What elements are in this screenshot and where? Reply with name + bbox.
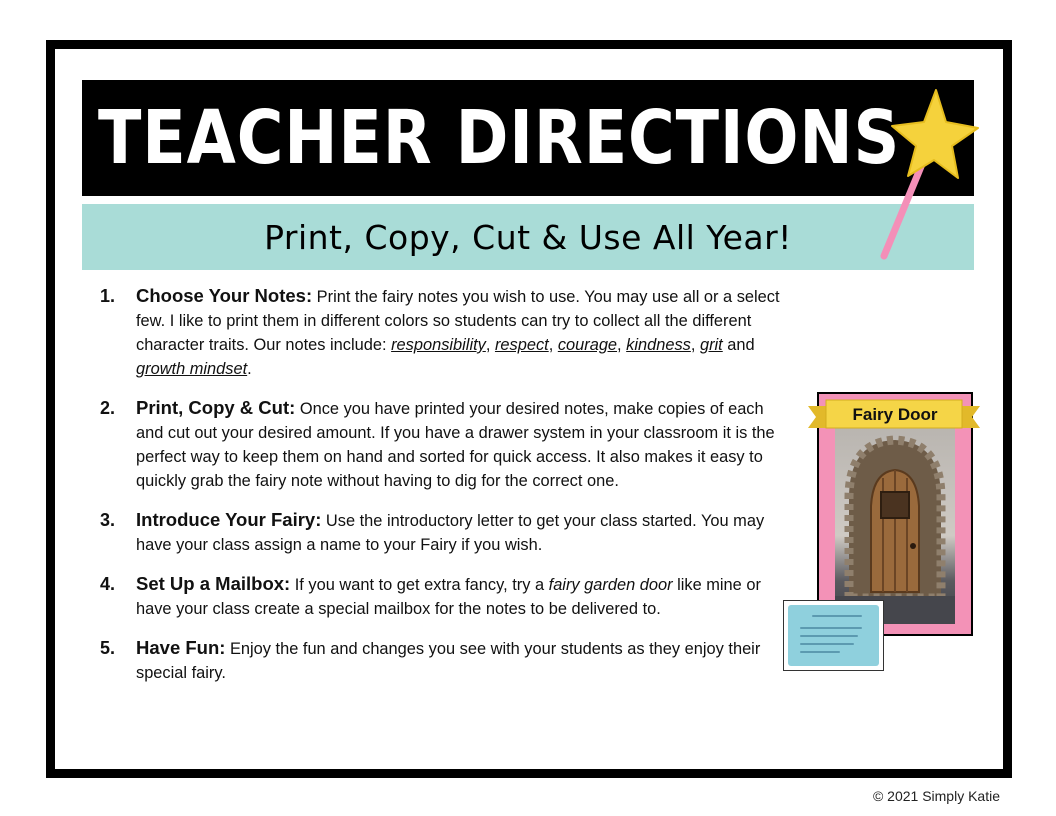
step-text-after: like mine or have your class create a special mailbox for the notes to be delivered to. <box>136 576 761 618</box>
door-photo-illustration <box>835 428 955 624</box>
step-text: Use the introductory letter to get your class started. You may have your class assign a name to your Fairy if you wish. <box>136 512 765 554</box>
step-text-end: . <box>247 360 252 378</box>
trait-courage: courage <box>557 336 618 354</box>
step-text: Print the fairy notes you wish to use. You may use all or a select few. I like to print them in different colors so students can try to collect all the different character traits. Our notes include: <box>136 288 780 354</box>
step-text: Once you have printed your desired notes, make copies of each and cut out your desired amount. If you have a drawer system in your classroom it is the perfect way to keep them on hand and sorted for quick access. It also makes it easy to quickly grab the fairy note without having to dig for the correct one. <box>136 400 775 490</box>
trait-respect: respect <box>494 336 549 354</box>
subtitle-banner <box>82 204 974 270</box>
step-text: If you want to get extra fancy, try a <box>290 576 549 594</box>
step-emphasis: fairy garden door <box>548 576 673 594</box>
trait-responsibility: responsibility <box>391 336 486 354</box>
trait-growth-mindset: growth mindset <box>136 360 248 378</box>
list-item <box>100 396 790 493</box>
list-item <box>100 572 790 621</box>
photo-label: Fairy Door <box>852 405 938 424</box>
step-heading: Have Fun: <box>136 637 226 658</box>
step-number: 3. <box>100 510 116 530</box>
step-heading: Print, Copy & Cut: <box>136 397 296 418</box>
step-text-and: and <box>722 336 755 354</box>
trait-grit: grit <box>699 336 723 354</box>
fairy-note-card-photo <box>783 600 884 671</box>
step-text: Enjoy the fun and changes you see with your students as they enjoy their special fairy. <box>136 640 761 682</box>
copyright-notice: © 2021 Simply Katie <box>872 788 1000 804</box>
magic-wand-star-icon <box>870 84 980 264</box>
list-item <box>100 508 790 557</box>
step-heading: Set Up a Mailbox: <box>136 573 291 594</box>
page-subtitle: Print, Copy, Cut & Use All Year! <box>264 217 792 257</box>
trait-kindness: kindness <box>626 336 691 354</box>
page-title: TEACHER DIRECTIONS <box>98 95 901 181</box>
step-heading: Introduce Your Fairy: <box>136 509 322 530</box>
step-heading: Choose Your Notes: <box>136 285 313 306</box>
step-number: 4. <box>100 574 116 594</box>
step-number: 5. <box>100 638 116 658</box>
fairy-door-photo <box>835 428 955 624</box>
title-banner <box>82 80 974 196</box>
step-number: 2. <box>100 398 116 418</box>
list-item: 1. Choose Your Notes: Print the fairy notes you wish to use. You may use all or a select few. I like to print them in different colors so students can try to collect all the different character traits. Our notes include: responsibility, respect, courage, kindness, grit and growth mindset. <box>100 285 780 378</box>
step-number: 1. <box>100 286 116 306</box>
directions-list <box>100 284 790 700</box>
list-item <box>100 636 790 685</box>
